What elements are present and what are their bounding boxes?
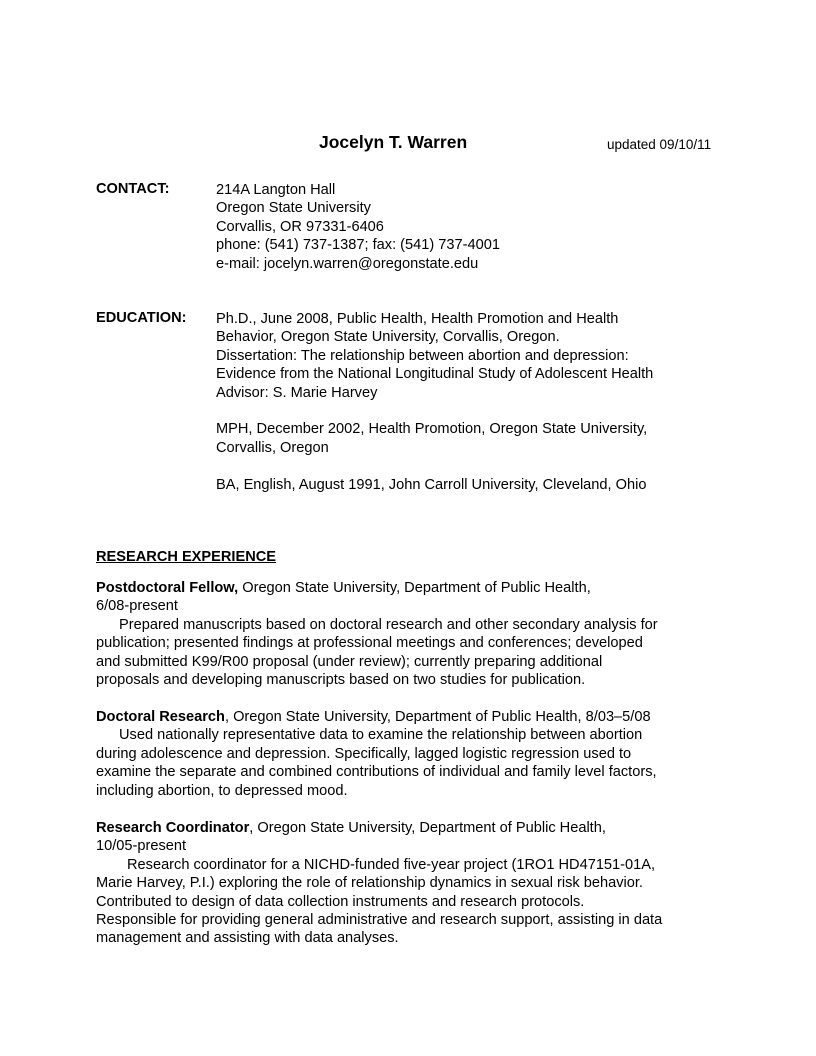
coordinator-entry (96, 819, 708, 948)
resume-name: Jocelyn T. Warren (319, 132, 468, 152)
entry-heading-line (96, 819, 708, 837)
entry-desc-line: Used nationally representative data to examine the relationship between abortion (119, 727, 643, 744)
entry-desc-line: proposals and developing manuscripts based on two studies for publication. (96, 672, 586, 689)
contact-line: 214A Langton Hall (216, 182, 336, 198)
contact-label: CONTACT: (96, 181, 170, 197)
education-block (216, 310, 706, 494)
entry-dates: 6/08-present (96, 598, 178, 615)
contact-block (216, 181, 706, 273)
entry-desc-line: Marie Harvey, P.I.) exploring the role of relationship dynamics in sexual risk behavior. (96, 875, 643, 892)
doctoral-entry (96, 708, 708, 800)
education-line: Corvallis, Oregon (216, 439, 329, 456)
education-line: Dissertation: The relationship between abortion and depression: (216, 347, 629, 364)
education-line: Behavior, Oregon State University, Corvallis, Oregon. (216, 329, 560, 346)
entry-desc-line: and submitted K99/R00 proposal (under review); currently preparing additional (96, 653, 603, 670)
entry-desc-line: publication; presented findings at professional meetings and conferences; developed (96, 635, 643, 652)
entry-title: Research Coordinator (96, 820, 250, 836)
education-line: Advisor: S. Marie Harvey (216, 384, 378, 401)
contact-line: Oregon State University (216, 200, 371, 217)
education-line: MPH, December 2002, Health Promotion, Oregon State University, (216, 421, 648, 438)
education-line: Evidence from the National Longitudinal Study of Adolescent Health (216, 366, 654, 383)
contact-line: phone: (541) 737-1387; fax: (541) 737-4001 (216, 237, 500, 254)
entry-title: Doctoral Research (96, 709, 225, 725)
entry-heading-line (96, 579, 708, 597)
updated-date: updated 09/10/11 (607, 137, 712, 152)
entry-desc-line: management and assisting with data analyses. (96, 930, 399, 947)
entry-affiliation: , Oregon State University, Department of Public Health, 8/03–5/08 (224, 709, 651, 725)
entry-desc-line: examine the separate and combined contributions of individual and family level factors, (96, 764, 657, 781)
entry-affiliation: Oregon State University, Department of Public Health, (238, 580, 591, 596)
entry-desc-line: Prepared manuscripts based on doctoral research and other secondary analysis for (119, 616, 658, 633)
entry-desc-line: during adolescence and depression. Specifically, lagged logistic regression used to (96, 745, 632, 762)
entry-desc-line: Research coordinator for a NICHD-funded five-year project (1RO1 HD47151-01A, (127, 856, 656, 873)
entry-affiliation: , Oregon State University, Department of Public Health, (249, 820, 606, 836)
contact-line: e-mail: jocelyn.warren@oregonstate.edu (216, 255, 479, 272)
research-experience-heading: RESEARCH EXPERIENCE (96, 549, 277, 565)
entry-heading-line (96, 708, 708, 726)
entry-desc-line: Responsible for providing general administrative and research support, assisting in data (96, 912, 663, 929)
education-line: BA, English, August 1991, John Carroll University, Cleveland, Ohio (216, 476, 647, 493)
education-label: EDUCATION: (96, 310, 187, 326)
entry-desc-line: Contributed to design of data collection instruments and research protocols. (96, 893, 585, 910)
education-line: Ph.D., June 2008, Public Health, Health Promotion and Health (216, 311, 619, 327)
postdoc-entry (96, 579, 708, 689)
entry-dates: 10/05-present (96, 838, 187, 855)
contact-line: Corvallis, OR 97331-6406 (216, 218, 384, 235)
entry-desc-line: including abortion, to depressed mood. (96, 782, 348, 799)
entry-title: Postdoctoral Fellow, (96, 580, 239, 596)
